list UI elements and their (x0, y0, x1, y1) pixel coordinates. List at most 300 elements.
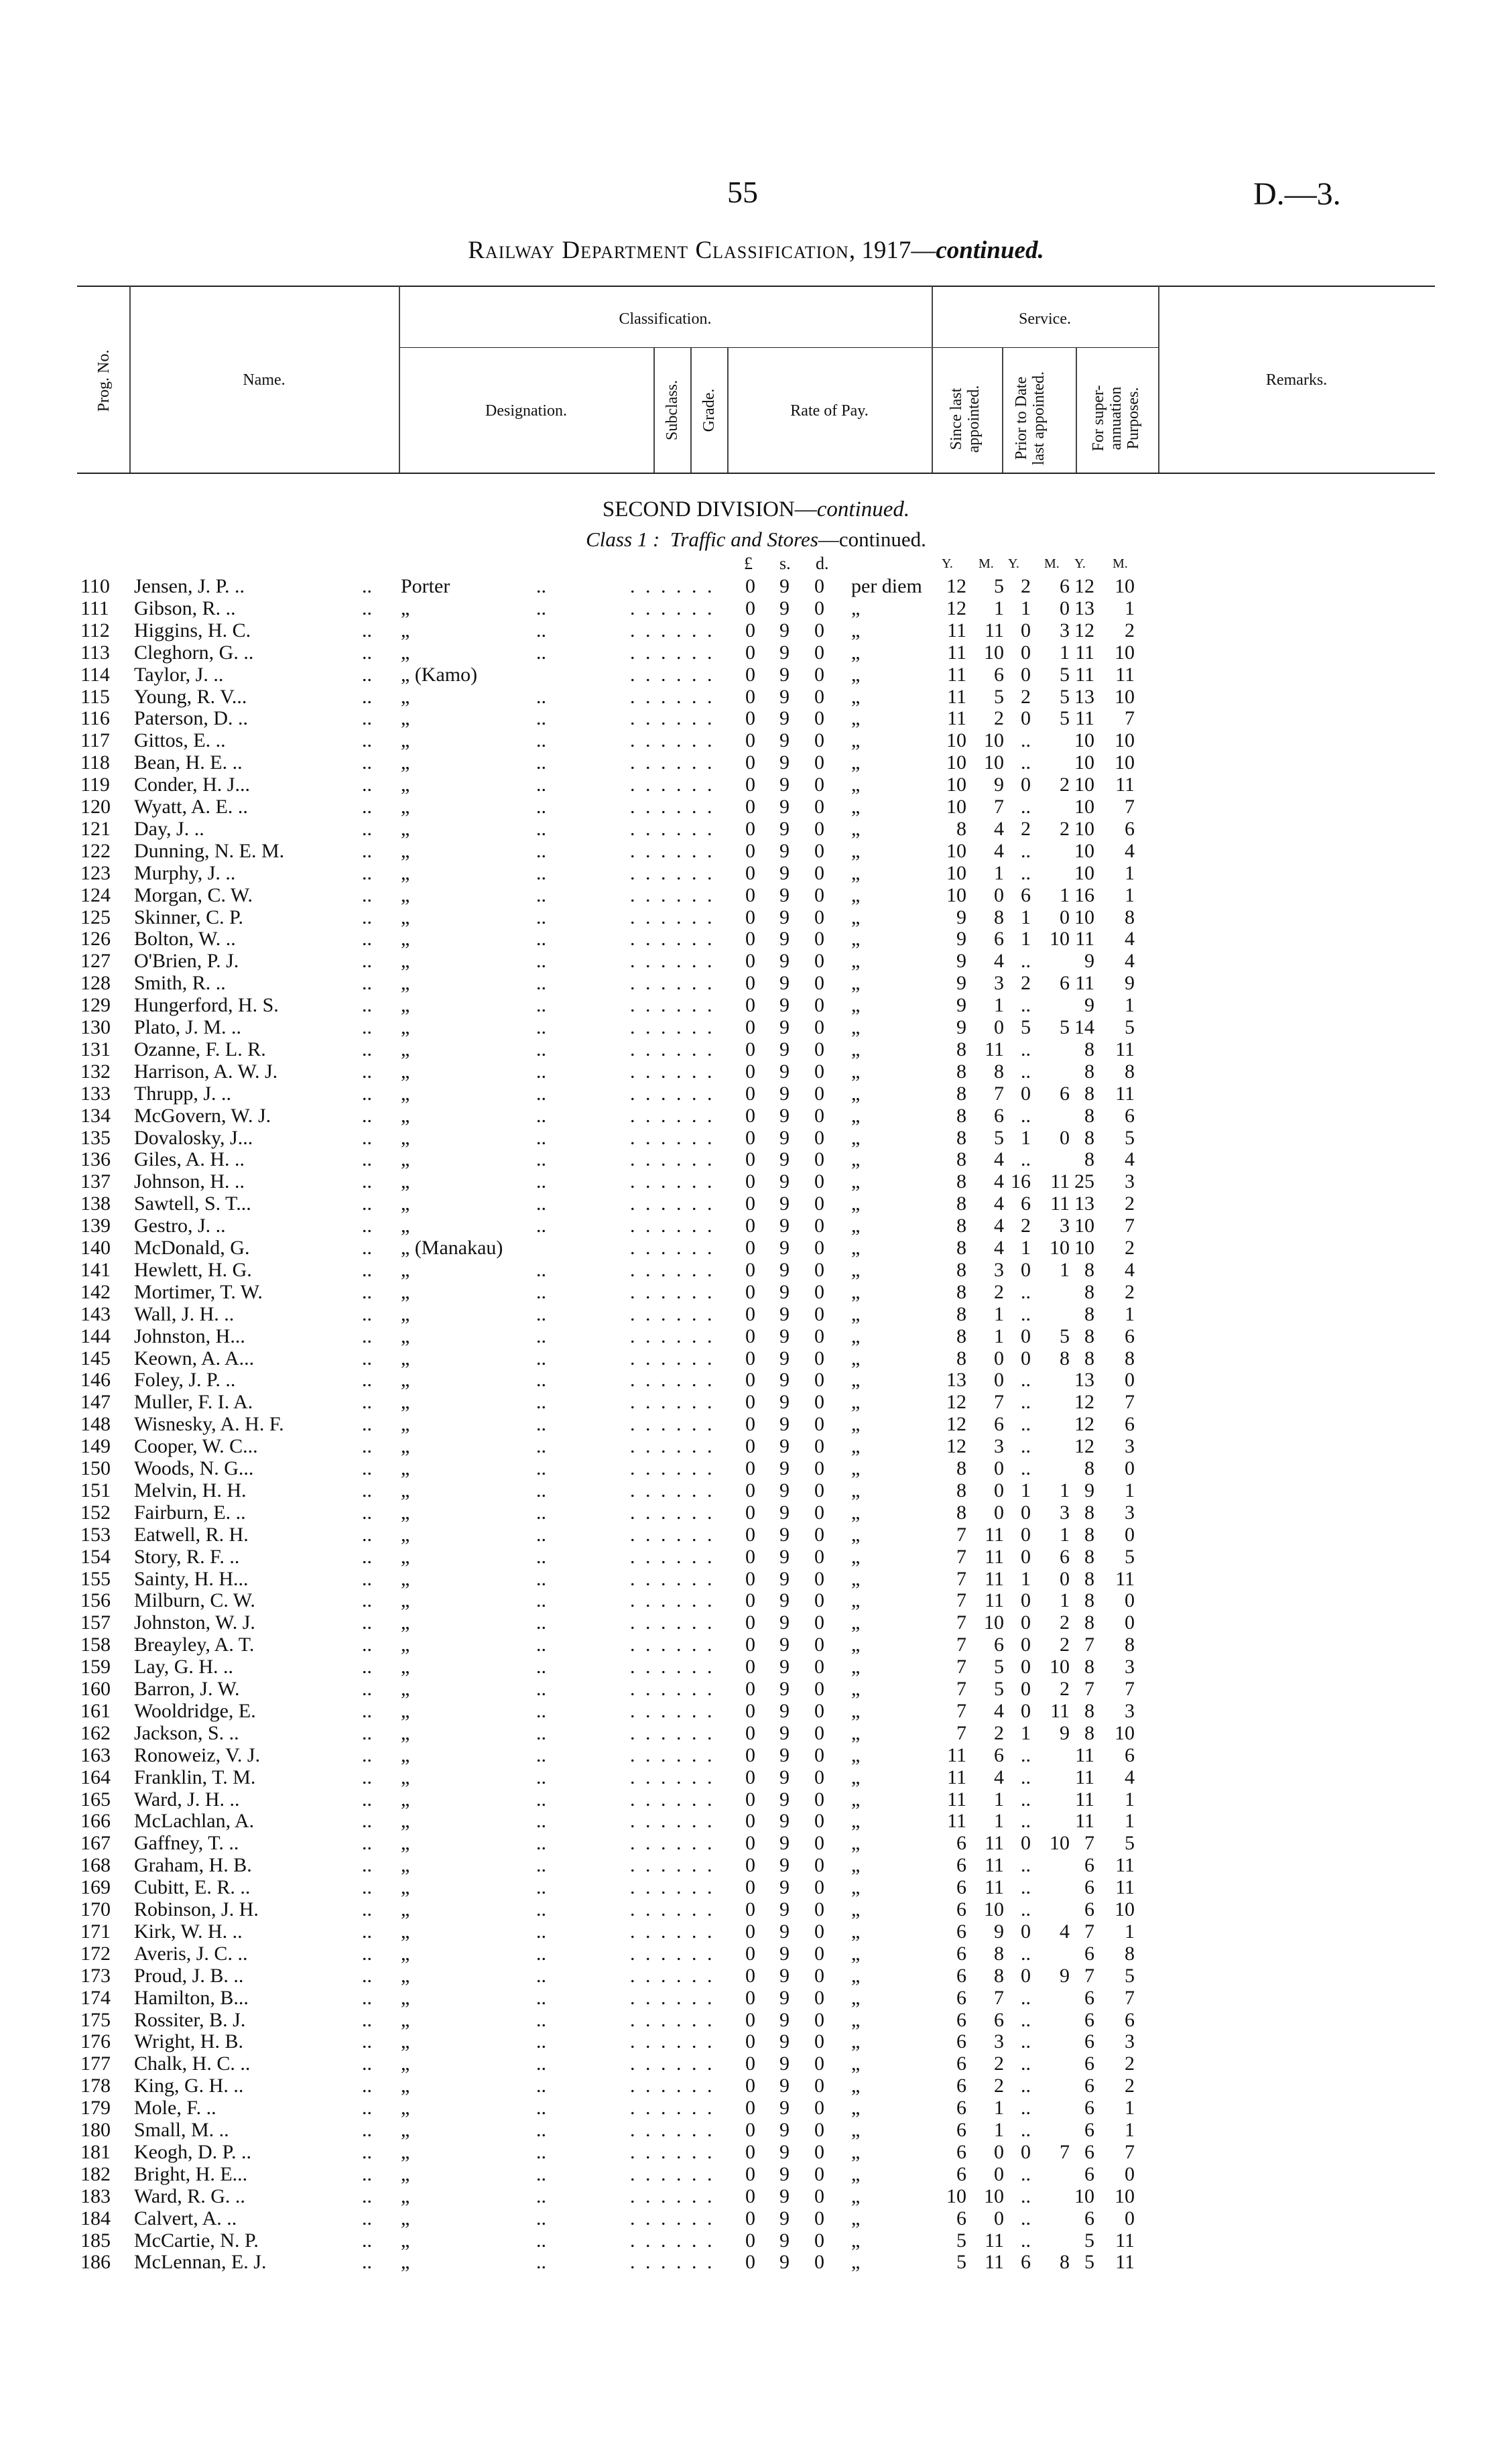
super-months-cell: 11 (1115, 1567, 1135, 1590)
name-cell: Johnston, W. J. (134, 1611, 255, 1634)
since-months-cell: 11 (985, 2229, 1004, 2252)
since-years-cell: 11 (947, 1788, 966, 1811)
pay-period-cell: „ (851, 1589, 861, 1612)
since-months-cell: 3 (994, 2030, 1004, 2053)
name-cell: Averis, J. C. .. (134, 1942, 248, 1965)
designation-cell: „ (401, 1898, 410, 1920)
pay-period-cell: „ (851, 1721, 861, 1744)
table-row (0, 751, 1512, 774)
super-years-cell: 6 (1084, 2162, 1094, 2185)
leader-dots: .. (536, 1964, 546, 1987)
leader-dots: .. (362, 1347, 372, 1369)
pay-period-cell: „ (851, 861, 861, 884)
leader-dots: .. (362, 1126, 372, 1149)
pay-pounds-cell: 0 (745, 1743, 755, 1766)
pay-shillings-cell: 9 (779, 1280, 790, 1303)
super-months-cell: 11 (1115, 1082, 1135, 1105)
prog-no-cell: 148 (80, 1413, 111, 1436)
pay-pounds-cell: 0 (745, 1302, 755, 1325)
leader-dots: .. (536, 1126, 546, 1149)
leader-dots: .. (362, 2140, 372, 2163)
pay-shillings-cell: 9 (779, 1589, 790, 1612)
prog-no-cell: 169 (80, 1876, 111, 1899)
since-years-cell: 10 (946, 751, 966, 774)
since-months-cell: 2 (994, 707, 1004, 730)
designation-cell: „ (401, 1699, 410, 1722)
prior-years-cell: 6 (1021, 1192, 1031, 1215)
leader-dots: . . . . . . (630, 663, 715, 686)
prior-months-cell: 1 (1060, 641, 1070, 664)
name-cell: Jackson, S. .. (134, 1721, 239, 1744)
pay-pounds-cell: 0 (745, 1523, 755, 1546)
name-cell: Jensen, J. P. .. (134, 575, 245, 597)
super-months-cell: 3 (1125, 1656, 1135, 1678)
designation-cell: „ (401, 1964, 410, 1987)
since-months-cell: 2 (994, 1280, 1004, 1303)
unit-months: M. (1044, 556, 1060, 571)
pay-pence-cell: 0 (814, 1766, 824, 1788)
leader-dots: .. (362, 751, 372, 774)
pay-period-cell: „ (851, 663, 861, 686)
leader-dots: . . . . . . (630, 1634, 715, 1656)
leader-dots: .. (536, 1082, 546, 1105)
leader-dots: . . . . . . (630, 1104, 715, 1127)
designation-cell: „ (401, 1721, 410, 1744)
super-months-cell: 10 (1115, 685, 1135, 708)
super-years-cell: 8 (1084, 1302, 1094, 1325)
pay-pounds-cell: 0 (745, 2207, 755, 2229)
leader-dots: . . . . . . (630, 2162, 715, 2185)
since-years-cell: 12 (946, 1413, 966, 1436)
since-years-cell: 8 (956, 1325, 966, 1347)
pay-period-cell: „ (851, 2207, 861, 2229)
pay-pounds-cell: 0 (745, 1832, 755, 1855)
pay-pence-cell: 0 (814, 1942, 824, 1965)
pay-shillings-cell: 9 (779, 1876, 790, 1899)
pay-shillings-cell: 9 (779, 1302, 790, 1325)
leader-dots: . . . . . . (630, 1126, 715, 1149)
leader-dots: .. (536, 2008, 546, 2031)
designation-cell: „ (401, 1104, 410, 1127)
pay-period-cell: „ (851, 1545, 861, 1568)
since-months-cell: 0 (994, 2207, 1004, 2229)
prior-months-cell: 2 (1060, 774, 1070, 796)
designation-cell: „ (401, 817, 410, 840)
pay-pence-cell: 0 (814, 641, 824, 664)
table-row (0, 707, 1512, 730)
prior-years-cell: .. (1021, 2008, 1031, 2031)
leader-dots: .. (536, 1523, 546, 1546)
super-years-cell: 8 (1084, 1523, 1094, 1546)
pay-period-cell: „ (851, 1656, 861, 1678)
leader-dots: .. (362, 861, 372, 884)
prog-no-cell: 164 (80, 1766, 111, 1788)
super-years-cell: 7 (1084, 1634, 1094, 1656)
designation-cell: „ (401, 2207, 410, 2229)
prog-no-cell: 130 (80, 1016, 111, 1038)
header-subclass: Subclass. (664, 380, 681, 440)
name-cell: McLachlan, A. (134, 1810, 255, 1833)
prior-years-cell: .. (1021, 1743, 1031, 1766)
prior-months-cell: 0 (1060, 1567, 1070, 1590)
table-row (0, 796, 1512, 818)
leader-dots: .. (362, 950, 372, 973)
pay-pounds-cell: 0 (745, 685, 755, 708)
since-years-cell: 8 (956, 1038, 966, 1060)
leader-dots: .. (362, 1986, 372, 2009)
table-row (0, 774, 1512, 796)
prior-months-cell: 0 (1060, 1126, 1070, 1149)
pay-shillings-cell: 9 (779, 2119, 790, 2141)
prog-no-cell: 137 (80, 1170, 111, 1193)
prior-years-cell: 1 (1021, 1721, 1031, 1744)
super-years-cell: 14 (1074, 1016, 1094, 1038)
since-months-cell: 10 (984, 1898, 1004, 1920)
header-service: Service. (1019, 310, 1071, 328)
pay-pence-cell: 0 (814, 1237, 824, 1259)
pay-period-cell: „ (851, 1148, 861, 1171)
pay-pounds-cell: 0 (745, 1589, 755, 1612)
prior-years-cell: 1 (1021, 1479, 1031, 1501)
since-years-cell: 8 (956, 1060, 966, 1083)
pay-pounds-cell: 0 (745, 2162, 755, 2185)
name-cell: Ward, R. G. .. (134, 2185, 245, 2207)
pay-pence-cell: 0 (814, 1391, 824, 1414)
prog-no-cell: 172 (80, 1942, 111, 1965)
prog-no-cell: 110 (80, 575, 110, 597)
pay-shillings-cell: 9 (779, 1678, 790, 1700)
designation-cell: „ (401, 994, 410, 1017)
pay-period-cell: „ (851, 1743, 861, 1766)
super-years-cell: 10 (1074, 839, 1094, 862)
leader-dots: .. (536, 641, 546, 664)
super-months-cell: 10 (1115, 1898, 1135, 1920)
prior-months-cell: 0 (1060, 906, 1070, 928)
leader-dots: . . . . . . (630, 597, 715, 619)
super-months-cell: 11 (1115, 1038, 1135, 1060)
leader-dots: .. (536, 2030, 546, 2053)
super-years-cell: 12 (1074, 575, 1094, 597)
pay-pence-cell: 0 (814, 1347, 824, 1369)
pay-pounds-cell: 0 (745, 1545, 755, 1568)
name-cell: Young, R. V... (134, 685, 247, 708)
designation-cell: „ (401, 1567, 410, 1590)
designation-cell: „ (401, 1854, 410, 1877)
since-months-cell: 1 (994, 2097, 1004, 2120)
prog-no-cell: 143 (80, 1302, 111, 1325)
designation-cell: „ (401, 1413, 410, 1436)
designation-cell: „ (Manakau) (401, 1237, 503, 1259)
since-years-cell: 10 (946, 861, 966, 884)
leader-dots: . . . . . . (630, 1457, 715, 1479)
super-months-cell: 3 (1125, 1699, 1135, 1722)
designation-cell: „ (401, 950, 410, 973)
pay-shillings-cell: 9 (779, 1964, 790, 1987)
leader-dots: .. (536, 2052, 546, 2075)
pay-pounds-cell: 0 (745, 2140, 755, 2163)
super-years-cell: 12 (1074, 619, 1094, 641)
pay-pence-cell: 0 (814, 1699, 824, 1722)
leader-dots: .. (362, 2097, 372, 2120)
name-cell: Calvert, A. .. (134, 2207, 237, 2229)
leader-dots: .. (362, 1523, 372, 1546)
pay-pence-cell: 0 (814, 1854, 824, 1877)
super-years-cell: 8 (1084, 1082, 1094, 1105)
designation-cell: „ (401, 1126, 410, 1149)
since-years-cell: 8 (956, 1457, 966, 1479)
leader-dots: . . . . . . (630, 1479, 715, 1501)
name-cell: Robinson, J. H. (134, 1898, 259, 1920)
leader-dots: . . . . . . (630, 1501, 715, 1524)
since-years-cell: 6 (956, 2052, 966, 2075)
leader-dots: .. (536, 2097, 546, 2120)
pay-pence-cell: 0 (814, 1126, 824, 1149)
since-months-cell: 6 (994, 1743, 1004, 1766)
leader-dots: .. (536, 1721, 546, 1744)
prog-no-cell: 121 (80, 817, 111, 840)
super-months-cell: 10 (1115, 1721, 1135, 1744)
prior-months-cell: 5 (1060, 1016, 1070, 1038)
super-months-cell: 10 (1115, 575, 1135, 597)
prog-no-cell: 129 (80, 994, 111, 1017)
table-row (0, 1987, 1512, 2010)
leader-dots: .. (536, 2185, 546, 2207)
super-months-cell: 10 (1115, 641, 1135, 664)
table-row (0, 2229, 1512, 2252)
name-cell: Foley, J. P. .. (134, 1369, 236, 1392)
pay-pence-cell: 0 (814, 2075, 824, 2097)
header-classification: Classification. (619, 310, 712, 328)
super-years-cell: 8 (1084, 1060, 1094, 1083)
leader-dots: .. (362, 1788, 372, 1811)
pay-pence-cell: 0 (814, 2185, 824, 2207)
table-row (0, 2075, 1512, 2097)
since-years-cell: 11 (947, 1810, 966, 1833)
pay-pounds-cell: 0 (745, 1611, 755, 1634)
table-row (0, 1148, 1512, 1171)
super-years-cell: 25 (1074, 1170, 1094, 1193)
pay-pounds-cell: 0 (745, 1325, 755, 1347)
leader-dots: . . . . . . (630, 1523, 715, 1546)
pay-pence-cell: 0 (814, 906, 824, 928)
pay-pounds-cell: 0 (745, 1237, 755, 1259)
designation-cell: „ (401, 1038, 410, 1060)
designation-cell: „ (401, 1170, 410, 1193)
pay-pence-cell: 0 (814, 1589, 824, 1612)
pay-pence-cell: 0 (814, 1964, 824, 1987)
pay-pounds-cell: 0 (745, 972, 755, 995)
designation-cell: „ (401, 729, 410, 752)
table-row (0, 1457, 1512, 1480)
pay-period-cell: „ (851, 685, 861, 708)
pay-period-cell: „ (851, 994, 861, 1017)
super-months-cell: 6 (1125, 1413, 1135, 1436)
pay-pence-cell: 0 (814, 1743, 824, 1766)
col-divider (653, 348, 655, 473)
prior-years-cell: .. (1021, 1986, 1031, 2009)
super-months-cell: 1 (1125, 861, 1135, 884)
super-months-cell: 7 (1125, 1678, 1135, 1700)
super-years-cell: 12 (1074, 1391, 1094, 1414)
pay-pence-cell: 0 (814, 1325, 824, 1347)
pay-period-cell: „ (851, 1391, 861, 1414)
designation-cell: „ (401, 751, 410, 774)
designation-cell: „ (401, 1810, 410, 1833)
name-cell: Bright, H. E... (134, 2162, 248, 2185)
name-cell: Murphy, J. .. (134, 861, 236, 884)
since-years-cell: 8 (956, 1192, 966, 1215)
super-years-cell: 8 (1084, 1656, 1094, 1678)
leader-dots: .. (536, 1589, 546, 1612)
since-months-cell: 11 (985, 1854, 1004, 1877)
pay-pence-cell: 0 (814, 2140, 824, 2163)
pay-pounds-cell: 0 (745, 1854, 755, 1877)
leader-dots: .. (536, 751, 546, 774)
since-years-cell: 8 (956, 1082, 966, 1105)
designation-cell: „ (401, 1280, 410, 1303)
prior-years-cell: .. (1021, 1148, 1031, 1171)
pay-pence-cell: 0 (814, 729, 824, 752)
leader-dots: .. (536, 950, 546, 973)
pay-pence-cell: 0 (814, 972, 824, 995)
super-months-cell: 2 (1125, 619, 1135, 641)
super-months-cell: 7 (1125, 2140, 1135, 2163)
leader-dots: .. (362, 1060, 372, 1083)
prior-years-cell: 0 (1021, 774, 1031, 796)
leader-dots: .. (362, 729, 372, 752)
leader-dots: . . . . . . (630, 1280, 715, 1303)
table-row (0, 1369, 1512, 1392)
pay-shillings-cell: 9 (779, 906, 790, 928)
prior-months-cell: 11 (1050, 1170, 1070, 1193)
prior-years-cell: 0 (1021, 2140, 1031, 2163)
since-years-cell: 6 (956, 2140, 966, 2163)
leader-dots: . . . . . . (630, 2251, 715, 2274)
prior-months-cell: 4 (1060, 1920, 1070, 1943)
pay-shillings-cell: 9 (779, 1721, 790, 1744)
super-months-cell: 7 (1125, 1215, 1135, 1237)
table-row (0, 664, 1512, 686)
super-years-cell: 10 (1074, 796, 1094, 818)
leader-dots: .. (362, 1479, 372, 1501)
table-row (0, 1656, 1512, 1678)
table-row (0, 1788, 1512, 1811)
pay-shillings-cell: 9 (779, 883, 790, 906)
since-years-cell: 12 (946, 1391, 966, 1414)
pay-period-cell: „ (851, 2229, 861, 2252)
pay-period-cell: „ (851, 2185, 861, 2207)
pay-pence-cell: 0 (814, 619, 824, 641)
pay-period-cell: „ (851, 2119, 861, 2141)
leader-dots: .. (362, 928, 372, 950)
pay-pounds-cell: 0 (745, 1104, 755, 1127)
super-years-cell: 10 (1074, 906, 1094, 928)
pay-pence-cell: 0 (814, 1192, 824, 1215)
pay-shillings-cell: 9 (779, 2185, 790, 2207)
table-row (0, 1105, 1512, 1127)
pay-pounds-cell: 0 (745, 994, 755, 1017)
pay-shillings-cell: 9 (779, 839, 790, 862)
since-years-cell: 6 (956, 1942, 966, 1965)
prior-months-cell: 6 (1060, 1082, 1070, 1105)
since-years-cell: 7 (956, 1611, 966, 1634)
pay-shillings-cell: 9 (779, 2251, 790, 2274)
since-years-cell: 7 (956, 1699, 966, 1722)
since-years-cell: 6 (956, 2207, 966, 2229)
designation-cell: „ (401, 1545, 410, 1568)
table-row (0, 1170, 1512, 1193)
designation-cell: „ (401, 2119, 410, 2141)
since-years-cell: 8 (956, 1280, 966, 1303)
pay-pounds-cell: 0 (745, 1280, 755, 1303)
super-months-cell: 8 (1125, 1634, 1135, 1656)
since-years-cell: 6 (956, 2097, 966, 2120)
prog-no-cell: 163 (80, 1743, 111, 1766)
pay-pence-cell: 0 (814, 883, 824, 906)
pay-shillings-cell: 9 (779, 2052, 790, 2075)
super-years-cell: 6 (1084, 2207, 1094, 2229)
since-months-cell: 11 (985, 1876, 1004, 1899)
pay-pence-cell: 0 (814, 685, 824, 708)
table-row (0, 1479, 1512, 1502)
table-row (0, 2009, 1512, 2032)
pay-pence-cell: 0 (814, 1788, 824, 1811)
pay-pounds-cell: 0 (745, 1060, 755, 1083)
pay-shillings-cell: 9 (779, 2207, 790, 2229)
since-months-cell: 0 (994, 1501, 1004, 1524)
leader-dots: .. (536, 883, 546, 906)
pay-pounds-cell: 0 (745, 1170, 755, 1193)
leader-dots: .. (536, 1413, 546, 1436)
super-years-cell: 11 (1075, 972, 1094, 995)
prior-years-cell: .. (1021, 1369, 1031, 1392)
pay-shillings-cell: 9 (779, 796, 790, 818)
col-divider (690, 348, 692, 473)
designation-cell: „ (401, 928, 410, 950)
super-months-cell: 11 (1115, 1854, 1135, 1877)
pay-shillings-cell: 9 (779, 1038, 790, 1060)
prior-months-cell: 10 (1050, 1832, 1070, 1855)
name-cell: Gaffney, T. .. (134, 1832, 239, 1855)
since-years-cell: 9 (956, 950, 966, 973)
since-years-cell: 7 (956, 1567, 966, 1590)
pay-shillings-cell: 9 (779, 1567, 790, 1590)
prog-no-cell: 166 (80, 1810, 111, 1833)
table-row (0, 1854, 1512, 1877)
leader-dots: .. (362, 1082, 372, 1105)
pay-pounds-cell: 0 (745, 1656, 755, 1678)
leader-dots: . . . . . . (630, 1699, 715, 1722)
prog-no-cell: 125 (80, 906, 111, 928)
super-months-cell: 0 (1125, 1457, 1135, 1479)
leader-dots: .. (536, 1788, 546, 1811)
leader-dots: .. (536, 839, 546, 862)
leader-dots: . . . . . . (630, 817, 715, 840)
name-cell: Kirk, W. H. .. (134, 1920, 243, 1943)
super-months-cell: 1 (1125, 1479, 1135, 1501)
table-row (0, 2141, 1512, 2164)
leader-dots: .. (536, 1898, 546, 1920)
super-months-cell: 10 (1115, 751, 1135, 774)
table-row (0, 619, 1512, 642)
since-months-cell: 11 (985, 1523, 1004, 1546)
prior-months-cell: 5 (1060, 685, 1070, 708)
document-reference: D.—3. (1253, 176, 1341, 212)
leader-dots: .. (536, 2119, 546, 2141)
prog-no-cell: 117 (80, 729, 110, 752)
since-years-cell: 9 (956, 906, 966, 928)
since-months-cell: 1 (994, 2119, 1004, 2141)
